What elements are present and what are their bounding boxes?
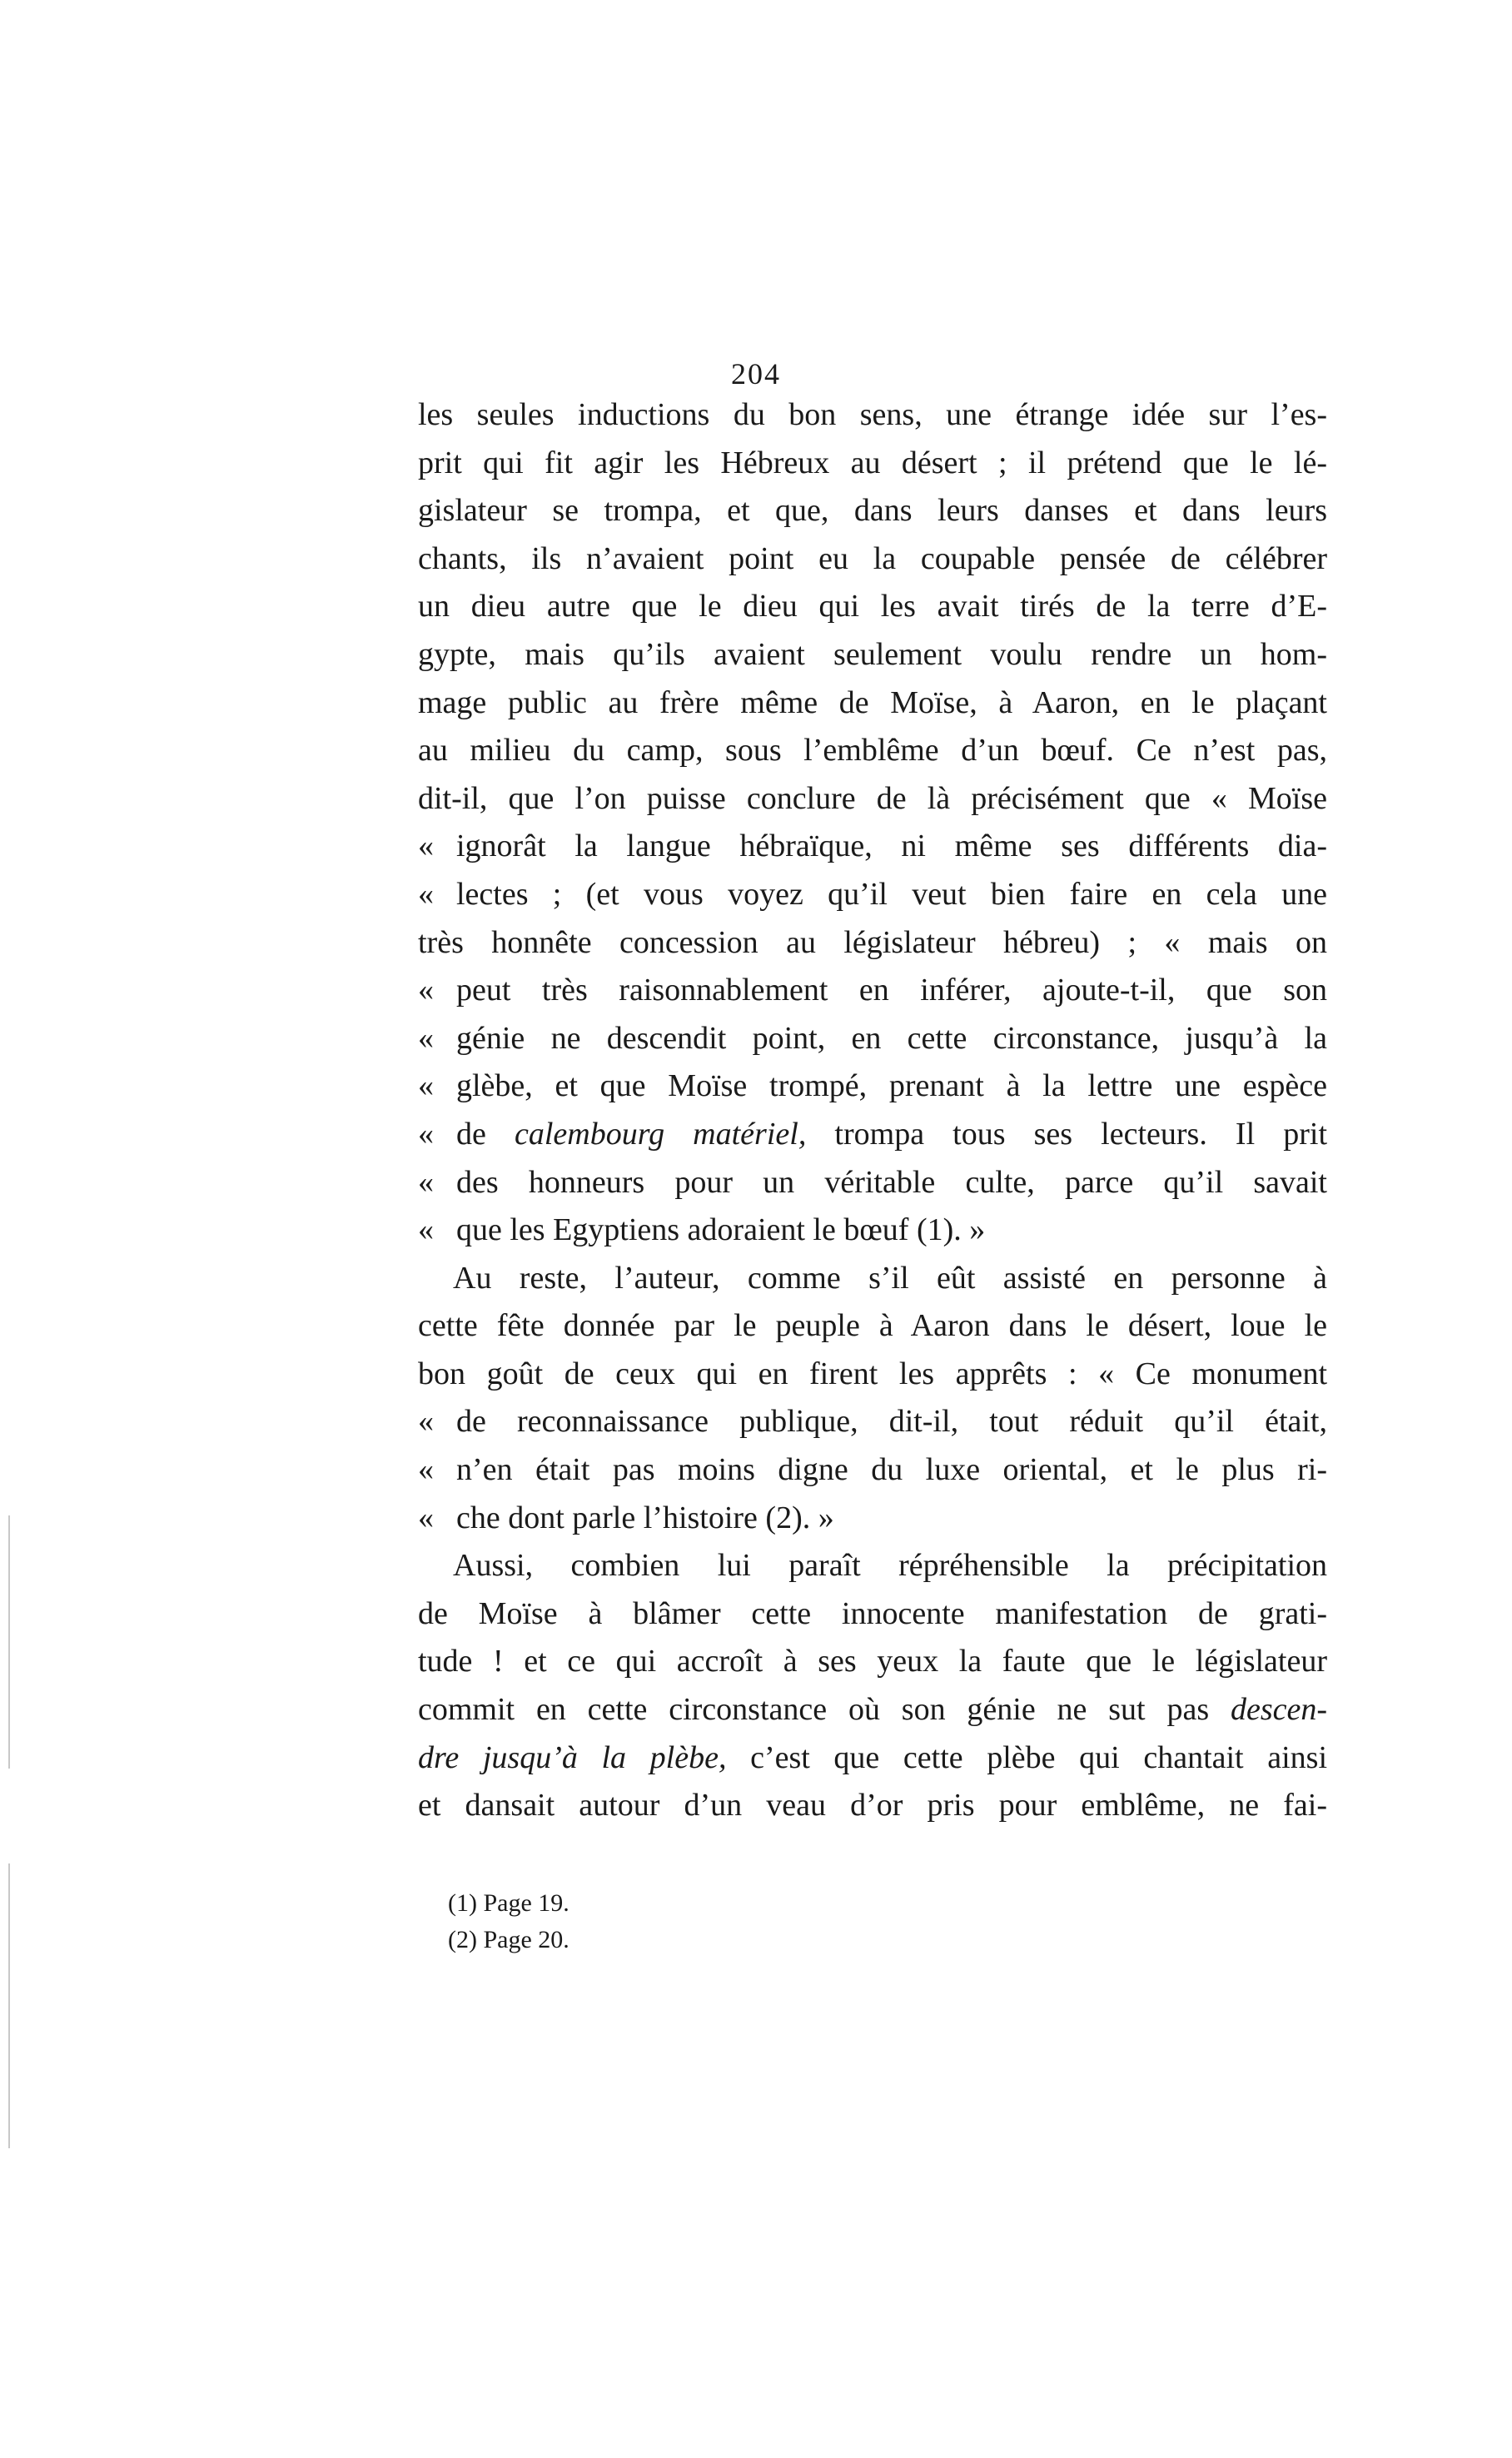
text-line: Aussi, combien lui paraît répréhensible la précipitation — [453, 1548, 1327, 1584]
body-text — [418, 391, 1327, 1830]
text-line — [418, 1015, 1327, 1063]
text-line: dre jusqu’à la plèbe, c’est que cette plèbe qui chantait ainsi — [418, 1739, 1327, 1775]
quoted-text: de calembourg matériel, trompa tous ses lecteurs. Il prit — [456, 1116, 1327, 1152]
text-line: cette fête donnée par le peuple à Aaron dans le désert, loue le — [418, 1308, 1327, 1344]
text-line — [418, 1446, 1327, 1495]
quote-mark: « — [418, 1404, 434, 1440]
quote-mark: « — [418, 973, 434, 1008]
text-line: dit-il, que l’on puisse conclure de là précisément que « Moïse — [418, 780, 1327, 816]
text-line: au milieu du camp, sous l’emblême d’un bœuf. Ce n’est pas, — [418, 733, 1327, 769]
text-line: tude ! et ce qui accroît à ses yeux la faute que le législateur — [418, 1644, 1327, 1679]
footnote: (2) Page 20. — [448, 1926, 569, 1953]
quote-mark: « — [418, 876, 434, 912]
quoted-text: n’en était pas moins digne du luxe oriental, et le plus ri- — [456, 1452, 1327, 1488]
text-line — [418, 871, 1327, 919]
text-line — [418, 823, 1327, 871]
text-line: chants, ils n’avaient point eu la coupable pensée de célébrer — [418, 540, 1327, 576]
text-line: commit en cette circonstance où son génie ne sut pas descen- — [418, 1692, 1327, 1728]
quoted-text: de reconnaissance publique, dit-il, tout réduit qu’il était, — [456, 1404, 1327, 1440]
quoted-text: génie ne descendit point, en cette circonstance, jusqu’à la — [456, 1020, 1327, 1056]
quote-mark: « — [418, 1164, 434, 1200]
quoted-text: peut très raisonnablement en inférer, ajoute-t-il, que son — [456, 973, 1327, 1008]
quoted-text: ignorât la langue hébraïque, ni même ses différents dia- — [456, 828, 1327, 864]
text-line: de Moïse à blâmer cette innocente manifestation de grati- — [418, 1595, 1327, 1631]
text-line — [418, 967, 1327, 1015]
italic-phrase: dre jusqu’à la plèbe, — [418, 1739, 727, 1775]
quoted-text: lectes ; (et vous voyez qu’il veut bien faire en cela une — [456, 876, 1327, 912]
italic-phrase: calembourg matériel, — [514, 1116, 807, 1152]
scan-margin-artifact — [8, 1515, 10, 2148]
text-line: les seules inductions du bon sens, une étrange idée sur l’es- — [418, 397, 1327, 432]
text-line: prit qui fit agir les Hébreux au désert ; il prétend que le lé- — [418, 445, 1327, 480]
quote-mark: « — [418, 1212, 434, 1248]
text-line: et dansait autour d’un veau d’or pris pour emblême, ne fai- — [418, 1788, 1327, 1824]
quote-mark: « — [418, 1068, 434, 1104]
quoted-text: che dont parle l’histoire (2). » — [456, 1500, 834, 1535]
footnote: (1) Page 19. — [448, 1889, 569, 1917]
text-line: un dieu autre que le dieu qui les avait tirés de la terre d’E- — [418, 589, 1327, 624]
text-line: Au reste, l’auteur, comme s’il eût assisté en personne à — [453, 1260, 1327, 1296]
quoted-text: des honneurs pour un véritable culte, parce qu’il savait — [456, 1164, 1327, 1200]
text-line: bon goût de ceux qui en firent les apprêts : « Ce monument — [418, 1356, 1327, 1391]
quote-mark: « — [418, 1116, 434, 1152]
page-number: 204 — [731, 357, 781, 391]
quote-mark: « — [418, 828, 434, 864]
text-line: gislateur se trompa, et que, dans leurs danses et dans leurs — [418, 493, 1327, 529]
quote-mark: « — [418, 1452, 434, 1488]
text-line: gypte, mais qu’ils avaient seulement voulu rendre un hom- — [418, 636, 1327, 672]
text-line — [418, 1062, 1327, 1111]
text-line — [418, 1159, 1327, 1207]
quote-mark: « — [418, 1020, 434, 1056]
text-line — [418, 1207, 1327, 1255]
text-line: mage public au frère même de Moïse, à Aaron, en le plaçant — [418, 684, 1327, 720]
footnotes — [448, 1885, 569, 1958]
quoted-text: glèbe, et que Moïse trompé, prenant à la lettre une espèce — [456, 1068, 1327, 1104]
quoted-text: que les Egyptiens adoraient le bœuf (1). » — [456, 1212, 986, 1248]
quote-mark: « — [418, 1500, 434, 1535]
text-line — [418, 1495, 1327, 1543]
text-line — [418, 1398, 1327, 1446]
text-line — [418, 1111, 1327, 1159]
italic-phrase: descen- — [1230, 1692, 1327, 1728]
text-line: très honnête concession au législateur hébreu) ; « mais on — [418, 924, 1327, 960]
